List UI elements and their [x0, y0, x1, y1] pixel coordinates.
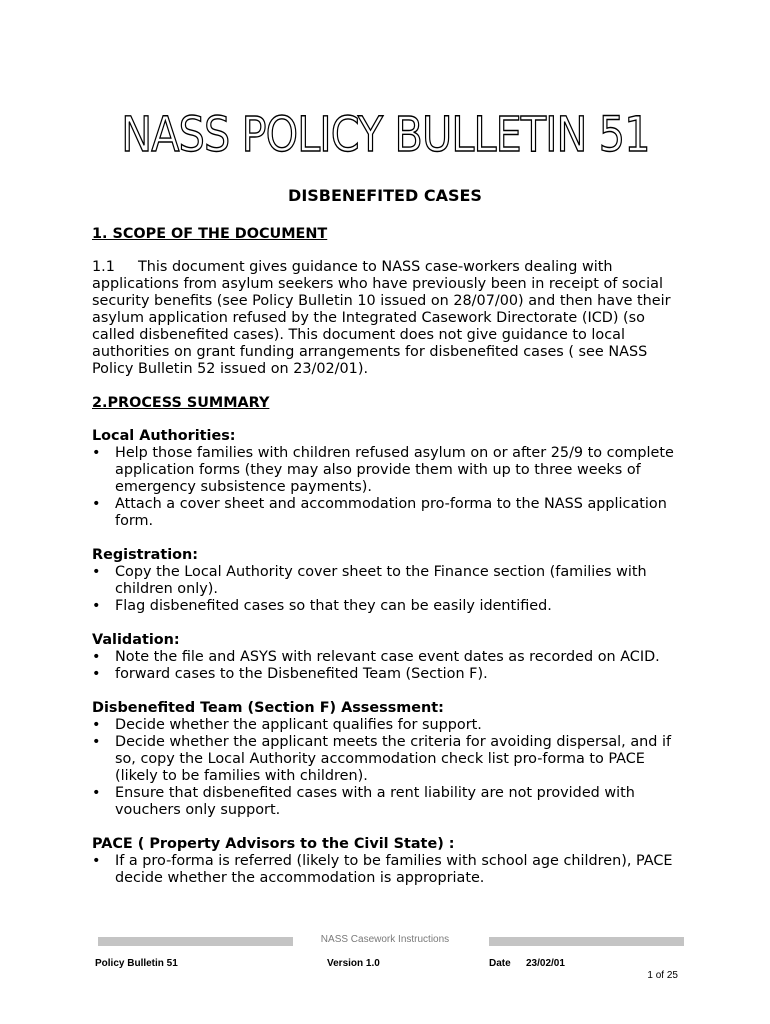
- paragraph-1-1: [92, 259, 692, 378]
- document-body: [92, 226, 692, 904]
- group-heading-validation: Validation:: [92, 632, 180, 648]
- group-heading-disbenefited-team: Disbenefited Team (Section F) Assessment:: [92, 700, 444, 716]
- page-title: NASS POLICY BULLETIN 51: [121, 107, 650, 163]
- section-1-heading: 1. SCOPE OF THE DOCUMENT: [92, 226, 328, 242]
- footer-divider-right: [489, 937, 684, 946]
- footer-divider-left: [98, 937, 293, 946]
- list-item: • forward cases to the Disbenefited Team (Section F).: [92, 666, 692, 683]
- list-item: • Attach a cover sheet and accommodation pro-forma to the NASS application form.: [92, 496, 692, 530]
- paragraph-text: This document gives guidance to NASS case-workers dealing with applications from asylum seekers who have previously been in receipt of social security benefits (see Policy Bulletin 10 issued on 28/07/00) and then have their asylum application refused by the Integrated Casework Directorate (ICD) (so called disbenefited cases). This document does not give guidance to local authorities on grant funding arrangements for disbenefited cases ( see NASS Policy Bulletin 52 issued on 23/02/01).: [92, 259, 671, 377]
- section-2-heading: 2.PROCESS SUMMARY: [92, 395, 270, 411]
- list-item: • Ensure that disbenefited cases with a rent liability are not provided with vouchers only support.: [92, 785, 692, 819]
- group-heading-local-authorities: Local Authorities:: [92, 428, 236, 444]
- list-item: • Decide whether the applicant meets the criteria for avoiding dispersal, and if so, copy the Local Authority accommodation check list pro-forma to PACE (likely to be families with children).: [92, 734, 692, 785]
- bullet-list-local-authorities: [92, 445, 692, 530]
- bullet-list-pace: [92, 853, 692, 887]
- footer-version: Version 1.0: [327, 958, 380, 969]
- page-number: 1 of 25: [647, 970, 678, 981]
- footer-date-label: Date: [489, 958, 511, 969]
- group-heading-pace: PACE ( Property Advisors to the Civil State) :: [92, 836, 455, 852]
- bullet-list-registration: [92, 564, 692, 615]
- footer-bulletin-label: Policy Bulletin 51: [95, 958, 178, 969]
- footer-date-value: 23/02/01: [526, 958, 565, 969]
- group-heading-registration: Registration:: [92, 547, 199, 563]
- list-item: • Flag disbenefited cases so that they can be easily identified.: [92, 598, 692, 615]
- list-item: • Note the file and ASYS with relevant case event dates as recorded on ACID.: [92, 649, 692, 666]
- list-item: • If a pro-forma is referred (likely to be families with school age children), PACE decide whether the accommodation is appropriate.: [92, 853, 692, 887]
- bullet-list-validation: [92, 649, 692, 683]
- paragraph-number: 1.1: [92, 259, 115, 275]
- document-subtitle: DISBENEFITED CASES: [288, 186, 482, 205]
- list-item: • Help those families with children refused asylum on or after 25/9 to complete application forms (they may also provide them with up to three weeks of emergency subsistence payments).: [92, 445, 692, 496]
- list-item: • Decide whether the applicant qualifies for support.: [92, 717, 692, 734]
- bullet-list-disbenefited-team: [92, 717, 692, 819]
- list-item: • Copy the Local Authority cover sheet to the Finance section (families with children only).: [92, 564, 692, 598]
- footer-caption: NASS Casework Instructions: [320, 934, 450, 945]
